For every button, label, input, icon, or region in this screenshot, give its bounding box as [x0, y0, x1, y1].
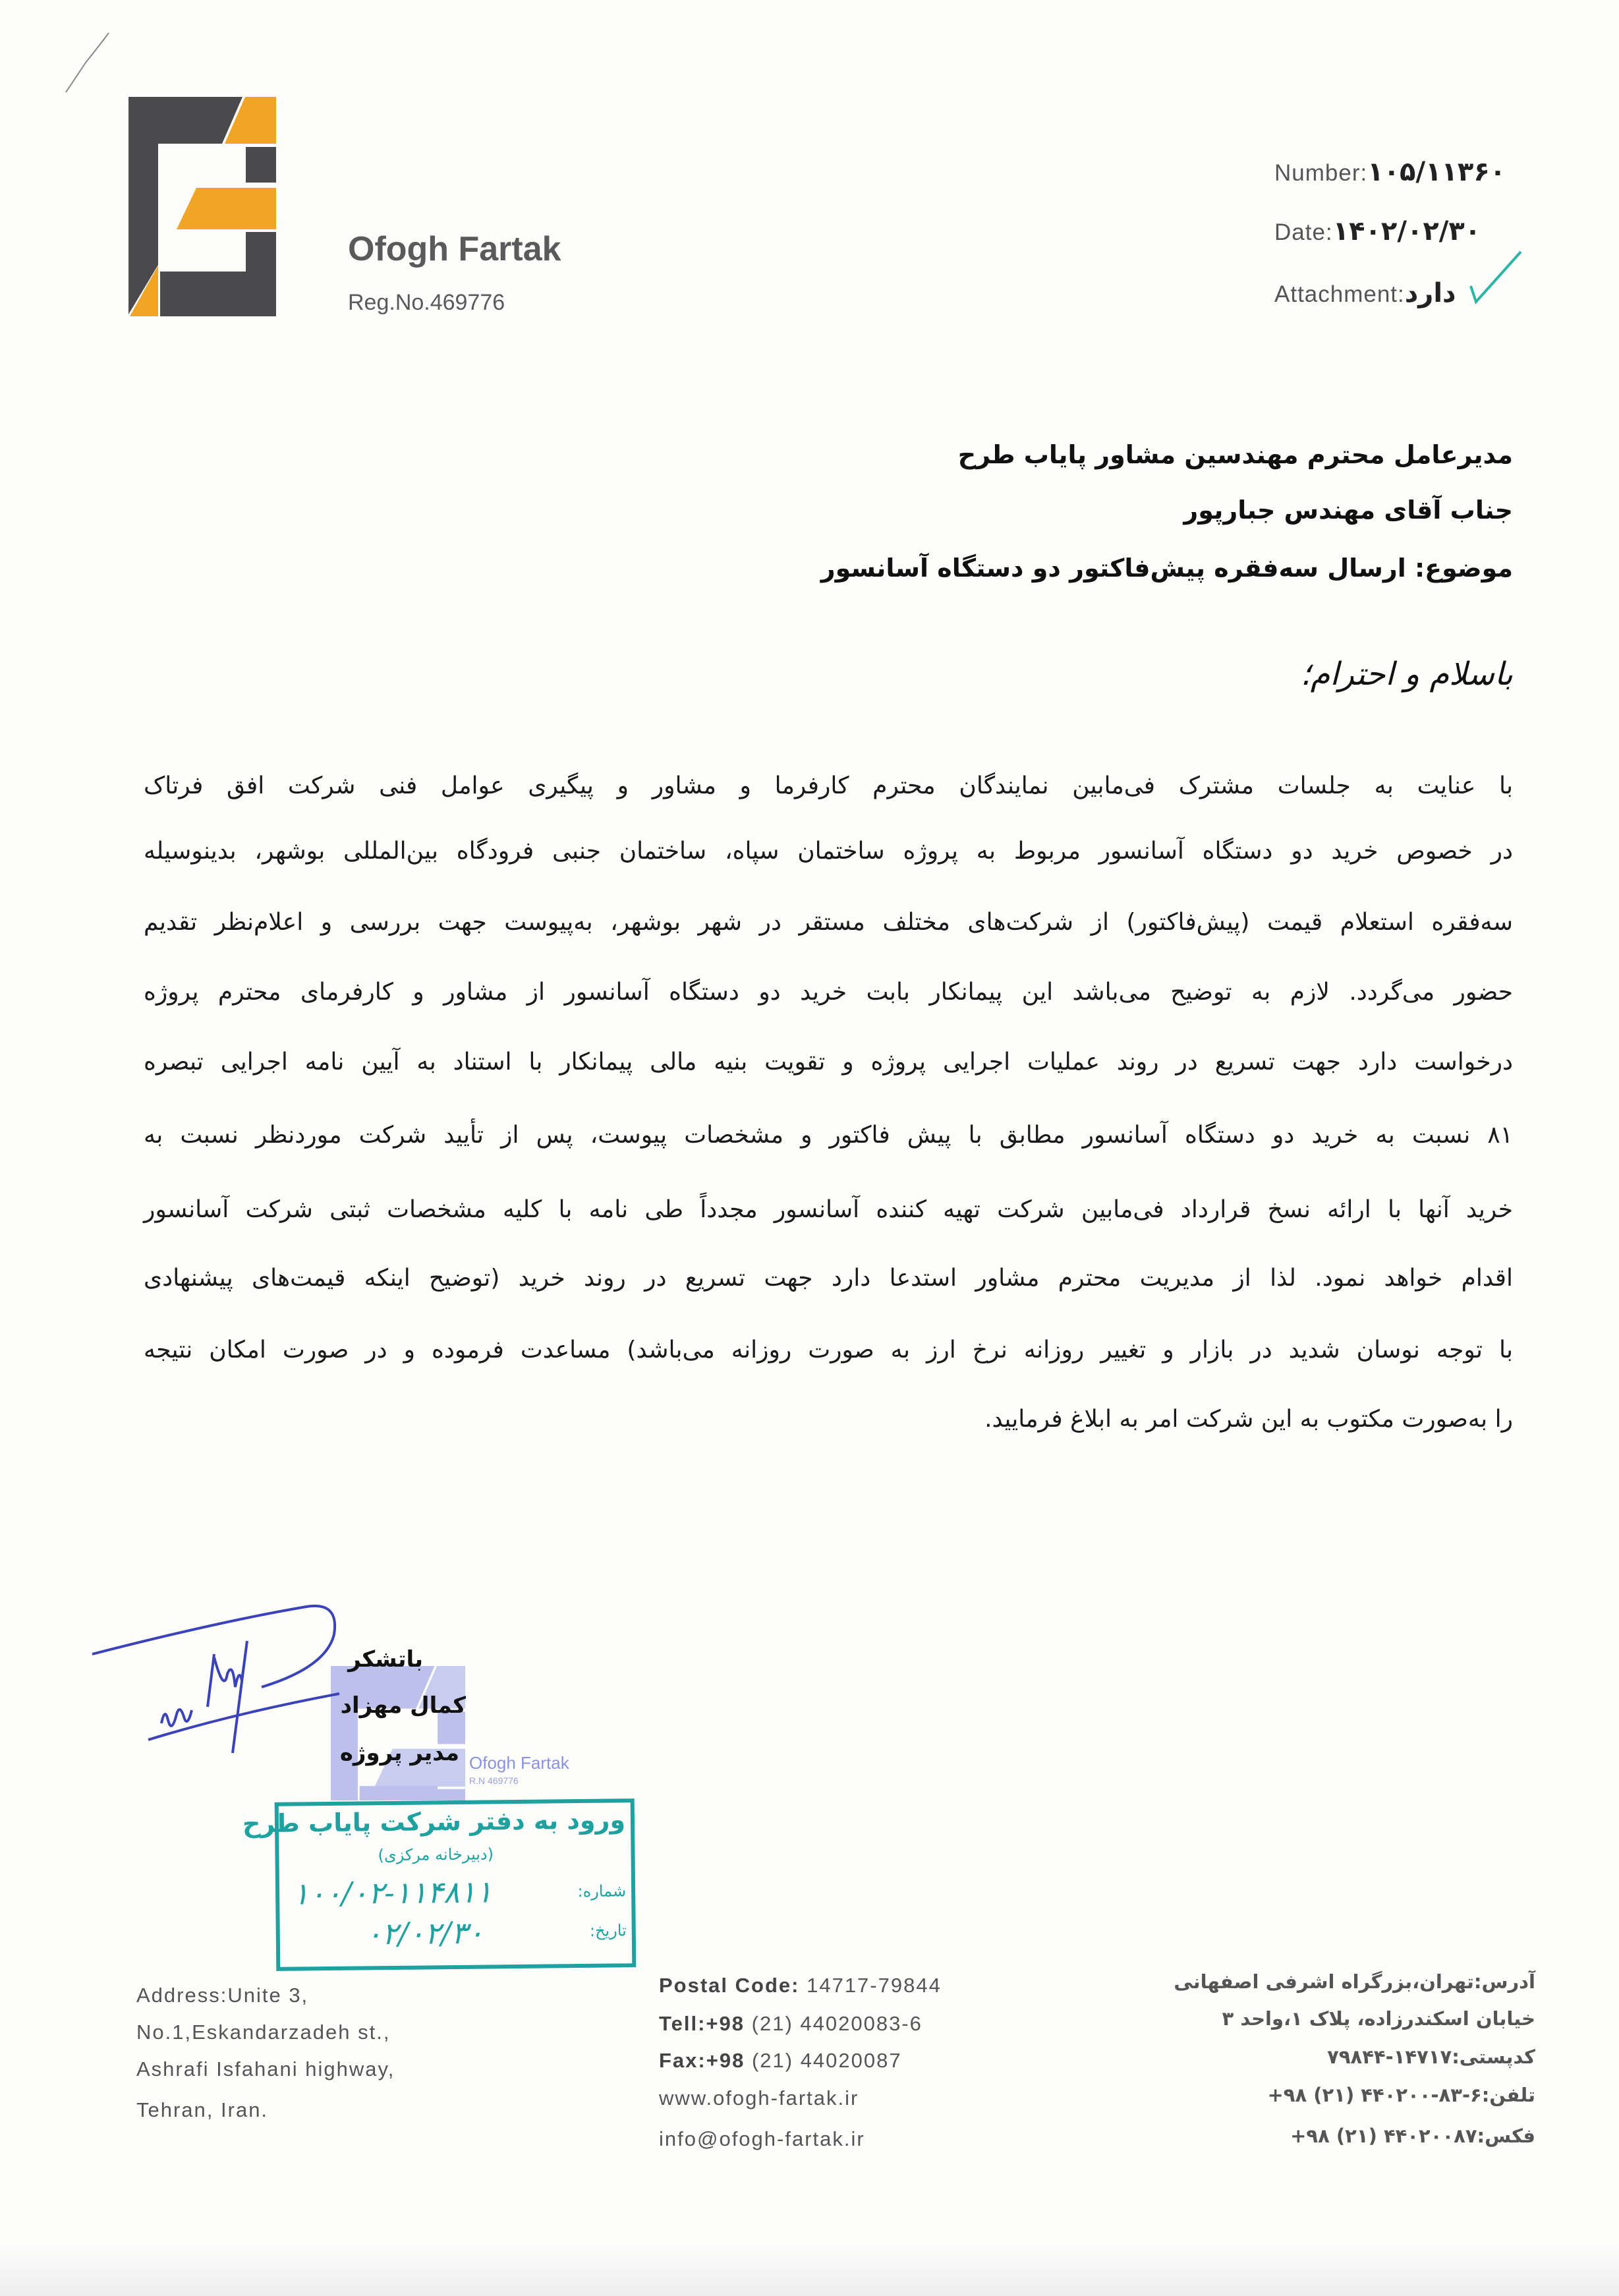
body-line: سه‌فقره استعلام قیمت (پیش‌فاکتور) از شرکت‌های مختلف مستقر در شهر بوشهر، به‌پیوست جهت بررسی و اعلام‌نظر تقدیم — [144, 909, 1513, 936]
salutation: باسلام و احترام؛ — [1300, 656, 1513, 693]
addressee-name: جناب آقای مهندس جبارپور — [1183, 496, 1513, 525]
subject-line: موضوع: ارسال سه‌فقره پیش‌فاکتور دو دستگاه آسانسور — [820, 554, 1513, 583]
scan-mark — [59, 26, 119, 99]
footer-fax-fa: فکس:۴۴۰۲۰۰۸۷ (۲۱) ۹۸+ — [1290, 2125, 1535, 2147]
stamp-company-name: Ofogh Fartak — [469, 1753, 569, 1773]
footer-fax: Fax:+98 (21) 44020087 — [659, 2049, 902, 2072]
footer-website-link[interactable]: www.ofogh-fartak.ir — [659, 2086, 859, 2109]
letter-number: Number:۱۰۵/۱۱۳۶۰ — [1274, 157, 1506, 187]
receipt-number-value: ۱۰۰/۰۲-۱۱۴۸۱۱ — [292, 1874, 493, 1912]
body-line: خرید آنها با ارائه نسخ قرارداد فی‌مابین شرکت تهیه کننده آسانسور مجدداً طی نامه با کلیه مشخصات ثبتی شرکت آسانسور — [144, 1196, 1513, 1223]
body-line: اقدام خواهد نمود. لذا از مدیریت محترم مشاور استدعا دارد جهت تسریع در روند خرید (توضیح اینکه قیمت‌های پیشنهادی — [144, 1265, 1513, 1292]
receipt-date-value: ۰۲/۰۲/۳۰ — [365, 1914, 484, 1952]
receipt-stamp-title: ورود به دفتر شرکت پایاب طرح — [242, 1805, 626, 1839]
closing-text: باتشکر — [348, 1646, 423, 1673]
body-line: حضور می‌گردد. لازم به توضیح می‌باشد این پیمانکار بابت خرید دو دستگاه آسانسور از مشاور و کارفرمای محترم پروژه — [144, 979, 1513, 1006]
receipt-stamp-subtitle: (دبیرخانه مرکزی) — [378, 1845, 494, 1865]
body-line: با توجه نوسان شدید در بازار و تغییر روزانه نرخ ارز به صورت روزانه می‌باشد) مساعدت فرموده و در صورت امکان نتیجه — [144, 1336, 1513, 1363]
footer-address-en-3: Ashrafi Isfahani highway, — [136, 2057, 395, 2081]
registration-number: Reg.No.469776 — [348, 290, 505, 315]
letter-attachment: Attachment:دارد — [1274, 278, 1456, 308]
footer-address-fa-2: خیابان اسکندرزاده، پلاک ۱،واحد ۳ — [1222, 2007, 1535, 2030]
signer-name: کمال مهزاد — [340, 1692, 466, 1719]
footer-address-en-2: No.1,Eskandarzadeh st., — [136, 2021, 391, 2044]
checkmark-icon — [1464, 249, 1523, 305]
letter-date: Date:۱۴۰۲/۰۲/۳۰ — [1274, 216, 1481, 246]
footer-tel: Tell:+98 (21) 44020083-6 — [659, 2012, 923, 2035]
footer-address-en-4: Tehran, Iran. — [136, 2098, 269, 2121]
company-logo — [128, 97, 276, 317]
footer-address-fa-1: آدرس:تهران،بزرگراه اشرفی اصفهانی — [1174, 1970, 1535, 1993]
scan-bottom-edge — [0, 2241, 1619, 2296]
receipt-number-label: شماره: — [577, 1881, 627, 1901]
footer-email-link[interactable]: info@ofogh-fartak.ir — [659, 2127, 865, 2150]
stamp-reg-number: R.N 469776 — [469, 1775, 519, 1786]
receipt-stamp — [242, 1798, 637, 1971]
addressee-line: مدیرعامل محترم مهندسین مشاور پایاب طرح — [957, 440, 1513, 469]
handwritten-signature — [89, 1595, 458, 1766]
footer-address-en-1: Address:Unite 3, — [136, 1984, 309, 2007]
body-line: در خصوص خرید دو دستگاه آسانسور مربوط به پروژه ساختمان سپاه، ساختمان جنبی فرودگاه بین‌المللی بوشهر، بدینوسیله — [144, 838, 1513, 865]
receipt-date-label: تاریخ: — [589, 1921, 627, 1940]
footer-postal-code: Postal Code: 14717-79844 — [659, 1974, 942, 1997]
signer-title: مدیر پروژه — [339, 1740, 459, 1766]
body-line: با عنایت به جلسات مشترک فی‌مابین نمایندگان محترم کارفرما و مشاور و پیگیری عوامل فنی شرکت افق فرتاک — [144, 772, 1513, 799]
body-line: ۸۱ نسبت به خرید دو دستگاه آسانسور مطابق با پیش فاکتور و مشخصات پیوست، پس از تأیید شرکت موردنظر نسبت به — [144, 1122, 1513, 1149]
body-line: درخواست دارد جهت تسریع در روند عملیات اجرایی پروژه و تقویت بنیه مالی پیمانکار با استناد به آیین نامه اجرایی تبصره — [144, 1048, 1513, 1076]
company-name: Ofogh Fartak — [348, 230, 561, 268]
body-line: را به‌صورت مکتوب به این شرکت امر به ابلاغ فرمایید. — [984, 1406, 1513, 1433]
footer-tel-fa: تلفن:۶-۸۳-۴۴۰۲۰۰ (۲۱) ۹۸+ — [1267, 2084, 1535, 2106]
footer-postal-fa: کدپستی:۱۴۷۱۷-۷۹۸۴۴ — [1327, 2046, 1535, 2068]
